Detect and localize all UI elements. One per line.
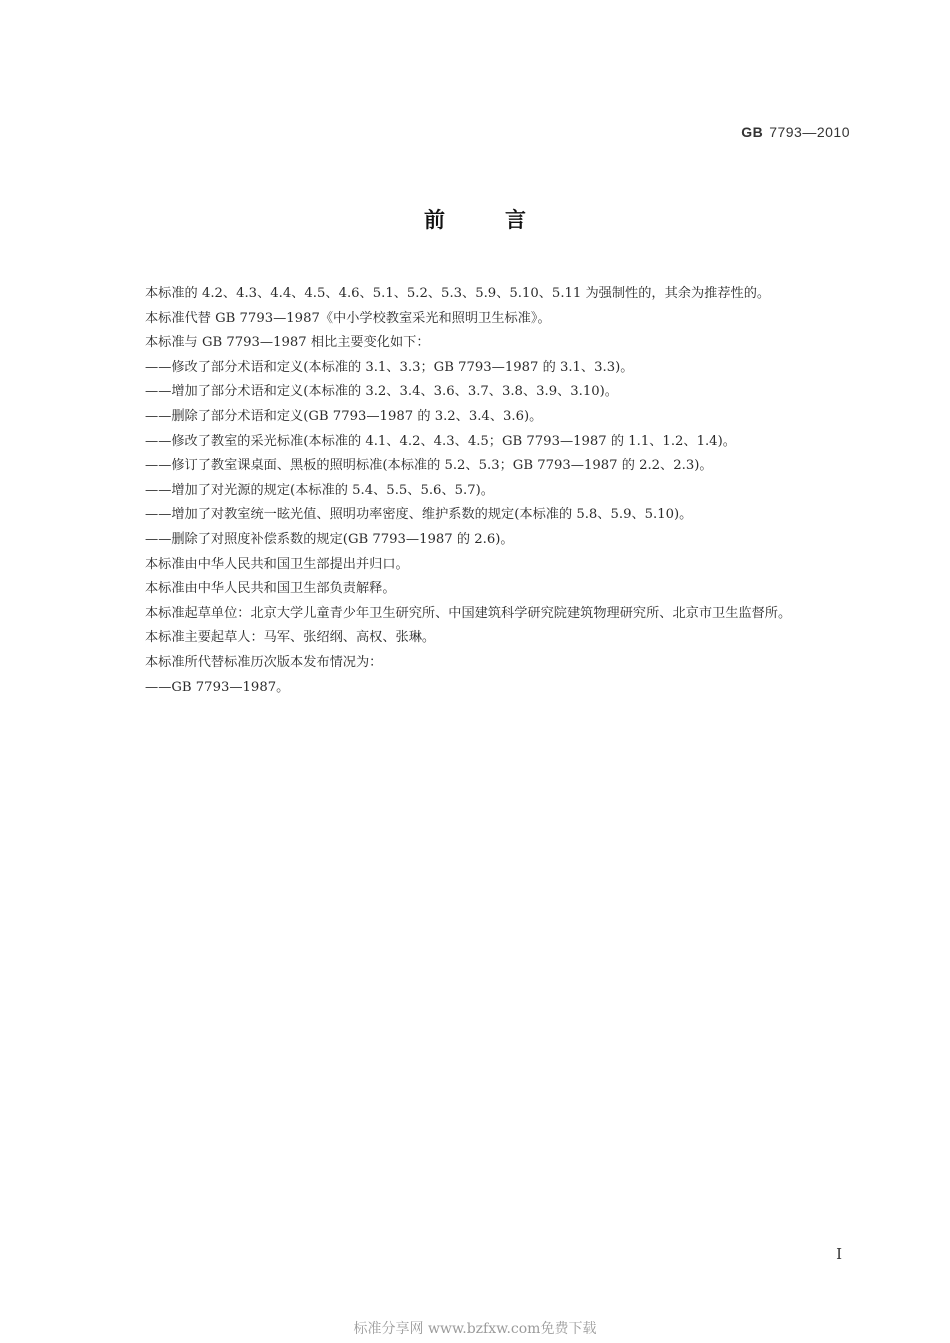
change-item: ——增加了对教室统一眩光值、照明功率密度、维护系数的规定(本标准的 5.8、5.9、5.10)。 <box>145 507 693 523</box>
title-char-left: 前 <box>424 208 445 232</box>
change-item: ——增加了对光源的规定(本标准的 5.4、5.5、5.6、5.7)。 <box>145 482 494 498</box>
paragraph-replaces: 本标准代替 GB 7793—1987《中小学校教室采光和照明卫生标准》。 <box>145 310 551 326</box>
change-item: ——修改了部分术语和定义(本标准的 3.1、3.3；GB 7793—1987 的 3.1、3.3)。 <box>145 359 634 375</box>
foreword-body <box>99 282 849 700</box>
paragraph-changes-intro: 本标准与 GB 7793—1987 相比主要变化如下： <box>145 335 430 351</box>
paragraph-proposed-by: 本标准由中华人民共和国卫生部提出并归口。 <box>145 556 409 572</box>
paragraph-mandatory-clauses: 本标准的 4.2、4.3、4.4、4.5、4.6、5.1、5.2、5.3、5.9、5.10、5.11 为强制性的，其余为推荐性的。 <box>145 286 771 301</box>
paragraph-interpreted-by: 本标准由中华人民共和国卫生部负责解释。 <box>145 581 396 597</box>
change-item: ——删除了部分术语和定义(GB 7793—1987 的 3.2、3.4、3.6)。 <box>145 408 543 424</box>
change-item: ——增加了部分术语和定义(本标准的 3.2、3.4、3.6、3.7、3.8、3.9、3.10)。 <box>145 384 618 400</box>
standard-number: 7793—2010 <box>769 124 850 140</box>
paragraph-history-intro: 本标准所代替标准历次版本发布情况为： <box>145 654 383 670</box>
standard-code <box>741 124 850 140</box>
change-item: ——删除了对照度补偿系数的规定(GB 7793—1987 的 2.6)。 <box>145 531 514 547</box>
standard-prefix: GB <box>741 124 764 140</box>
title-char-right: 言 <box>505 208 526 232</box>
change-item: ——修改了教室的采光标准(本标准的 4.1、4.2、4.3、4.5；GB 7793—1987 的 1.1、1.2、1.4)。 <box>145 433 736 449</box>
paragraph-drafters: 本标准主要起草人：马军、张绍纲、高权、张琳。 <box>145 630 436 646</box>
page-title <box>0 204 950 234</box>
watermark-text: 标准分享网 www.bzfxw.com免费下载 <box>353 1321 597 1337</box>
history-item: ——GB 7793—1987。 <box>145 679 290 695</box>
paragraph-drafting-units: 本标准起草单位：北京大学儿童青少年卫生研究所、中国建筑科学研究院建筑物理研究所、北京市卫生监督所。 <box>145 605 792 621</box>
change-item: ——修订了教室课桌面、黑板的照明标准(本标准的 5.2、5.3；GB 7793—1987 的 2.2、2.3)。 <box>145 458 713 474</box>
page-number: I <box>836 1245 842 1263</box>
